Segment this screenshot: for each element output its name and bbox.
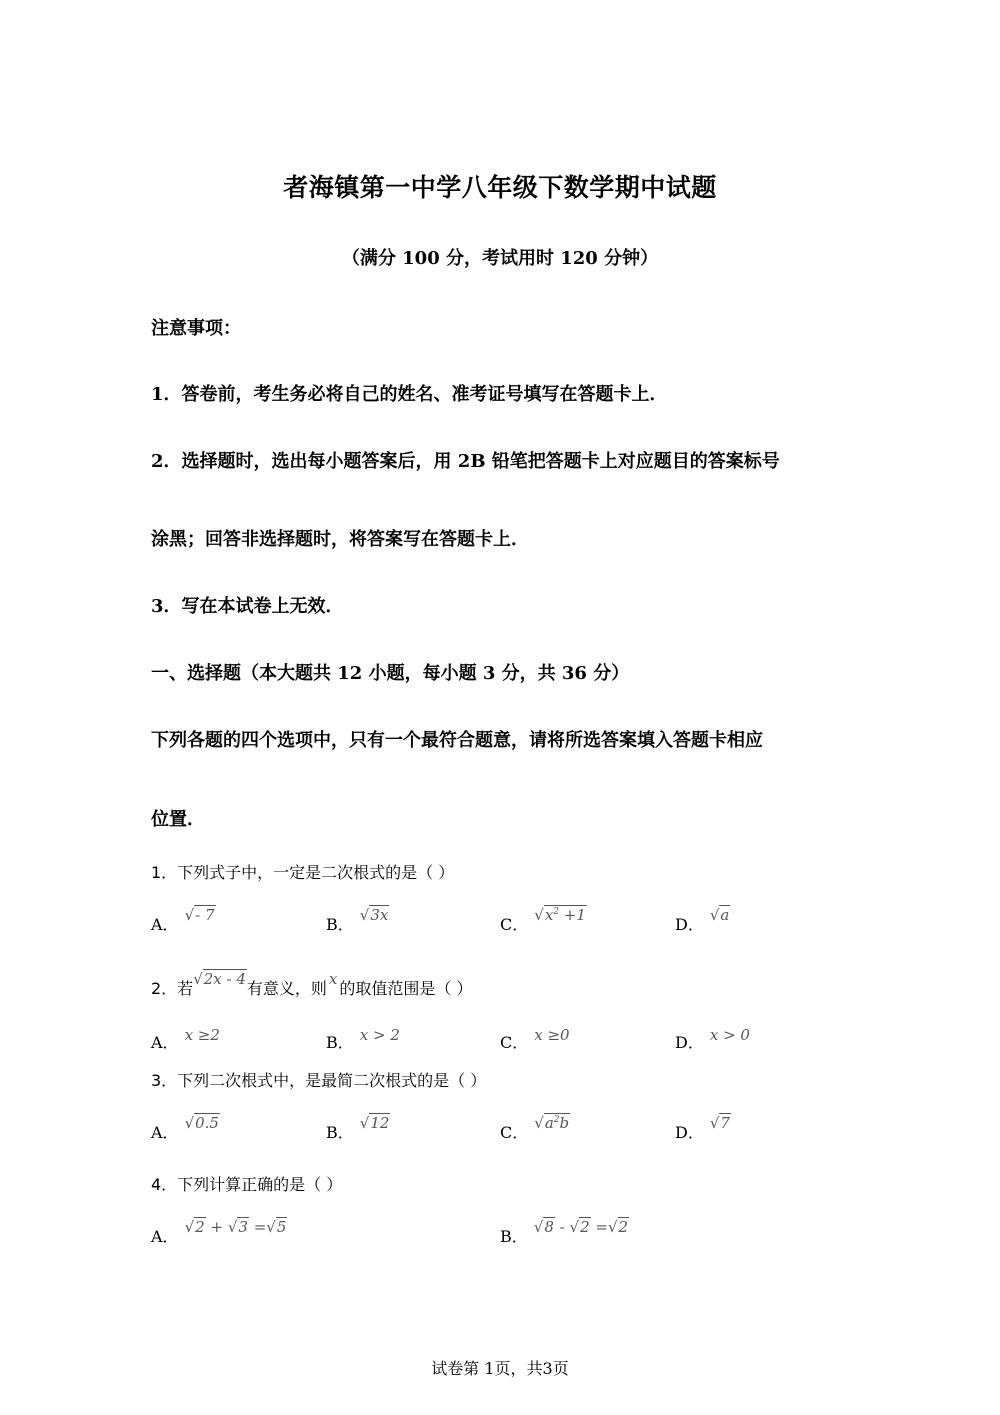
question-2-option-d: D． x > 0 — [675, 1026, 750, 1052]
question-3-option-d: D． √7 — [675, 1114, 730, 1142]
question-4-option-b: B． √8 - √2 =√2 — [500, 1218, 629, 1246]
page-title: 者海镇第一中学八年级下数学期中试题 — [283, 173, 717, 202]
question-3-option-c: C． $√a^2b$ — [500, 1114, 570, 1142]
section-heading: 一、选择题（本大题共 12 小题，每小题 3 分，共 36 分） — [151, 663, 630, 684]
note-item-2-line2: 涂黑；回答非选择题时，将答案写在答题卡上． — [151, 529, 529, 550]
question-2-option-a: A． x ≥2 — [151, 1026, 220, 1052]
note-item-3: 3．写在本试卷上无效． — [151, 596, 344, 617]
question-1-option-b: B． √3x — [326, 906, 389, 934]
note-item-1: 1．答卷前，考生务必将自己的姓名、准考证号填写在答题卡上． — [151, 384, 668, 405]
exam-subtitle: （满分 100 分，考试用时 120 分钟） — [341, 248, 659, 269]
section-instruction-line2: 位置． — [151, 809, 205, 830]
question-3-option-a: A． √0.5 — [151, 1114, 219, 1142]
question-1-option-a: A． √- 7 — [151, 906, 215, 934]
question-4-stem: 4．下列计算正确的是（ ） — [151, 1175, 343, 1194]
page-footer: 试卷第 1页，共3页 — [431, 1359, 569, 1378]
question-1-option-d: D． √a — [675, 906, 730, 934]
note-item-2-line1: 2．选择题时，选出每小题答案后，用 2B 铅笔把答题卡上对应题目的答案标号 — [151, 451, 780, 472]
question-1-option-c: C． $√x^2 +1$ — [500, 906, 586, 934]
question-1-stem: 1．下列式子中，一定是二次根式的是（ ） — [151, 863, 455, 882]
question-2-option-c: C． x ≥0 — [500, 1026, 570, 1052]
question-3-option-b: B． √12 — [326, 1114, 390, 1142]
question-4-option-a: A． √2 + √3 =√5 — [151, 1218, 287, 1246]
notes-heading: 注意事项： — [151, 318, 241, 339]
question-3-stem: 3．下列二次根式中，是最简二次根式的是（ ） — [151, 1071, 487, 1090]
question-2-option-b: B． x > 2 — [326, 1026, 400, 1052]
section-instruction-line1: 下列各题的四个选项中，只有一个最符合题意，请将所选答案填入答题卡相应 — [151, 730, 763, 751]
question-2-stem: 2．若√2x - 4有意义，则 x 的取值范围是（ ） — [151, 970, 473, 998]
